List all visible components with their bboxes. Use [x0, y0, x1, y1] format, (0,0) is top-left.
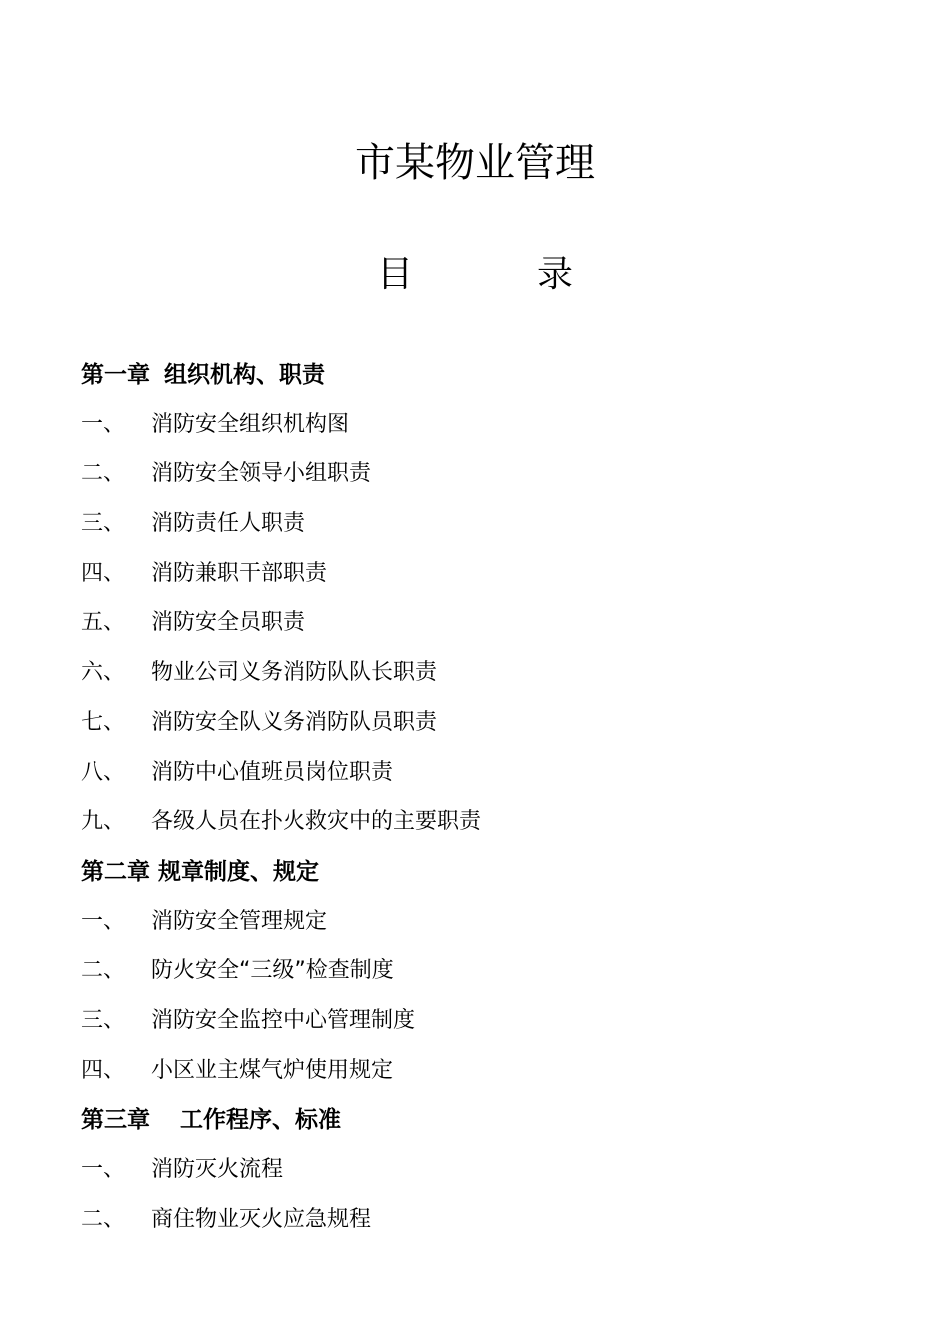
toc-item-number: 二、	[81, 958, 126, 984]
toc-item-number: 四、	[81, 1057, 126, 1083]
toc-item-text: 消防灭火流程	[151, 1157, 284, 1182]
toc-item-number: 九、	[81, 809, 126, 835]
toc-item-text: 消防兼职干部职责	[151, 560, 328, 586]
toc-item-text: 消防安全监控中心管理制度	[151, 1007, 416, 1033]
toc-item-text: 消防安全队义务消防队员职责	[151, 709, 438, 735]
chapter-heading	[81, 850, 881, 900]
toc-item-number: 五、	[81, 610, 126, 636]
chapter-number: 第一章	[81, 362, 150, 388]
toc-item-number: 三、	[81, 1007, 126, 1033]
toc-item-number: 一、	[81, 411, 126, 437]
toc-item-text: 消防安全管理规定	[151, 908, 328, 934]
toc-item-number: 六、	[81, 660, 126, 686]
toc-item-text: 消防责任人职责	[151, 511, 306, 537]
toc-item-text: 消防中心值班员岗位职责	[151, 759, 394, 785]
toc-item	[81, 701, 881, 751]
toc-item-number: 七、	[81, 709, 126, 735]
toc-item-number: 一、	[81, 1157, 126, 1182]
toc-item-number: 四、	[81, 560, 126, 586]
toc-item-text: 各级人员在扑火救灾中的主要职责	[151, 809, 482, 835]
chapter-number: 第三章	[81, 1107, 150, 1134]
toc-item	[81, 502, 881, 552]
chapter-heading	[81, 353, 881, 403]
toc-heading-right: 录	[537, 254, 574, 295]
chapter-number: 第二章	[81, 858, 150, 885]
toc-item	[81, 452, 881, 502]
toc-item	[81, 651, 881, 701]
toc-item	[81, 403, 881, 453]
toc-item	[81, 900, 881, 950]
toc-item-number: 三、	[81, 511, 126, 537]
toc-item-text: 商住物业灭火应急规程	[151, 1206, 372, 1232]
toc-heading	[0, 252, 950, 298]
toc-item-text: 物业公司义务消防队队长职责	[151, 660, 438, 686]
toc-item-text: 防火安全“三级”检查制度	[151, 958, 394, 984]
table-of-contents	[81, 353, 881, 1247]
toc-heading-left: 目	[376, 254, 413, 295]
toc-item-number: 一、	[81, 908, 126, 934]
toc-item	[81, 601, 881, 651]
toc-item	[81, 1049, 881, 1099]
toc-item-number: 八、	[81, 759, 126, 785]
chapter-title: 工作程序、标准	[180, 1107, 341, 1134]
chapter-heading	[81, 1098, 881, 1148]
toc-item-text: 消防安全员职责	[151, 610, 306, 636]
toc-item	[81, 949, 881, 999]
chapter-title: 规章制度、规定	[158, 858, 319, 885]
toc-item	[81, 1148, 881, 1198]
toc-item	[81, 751, 881, 801]
toc-item-text: 小区业主煤气炉使用规定	[151, 1057, 394, 1083]
toc-item	[81, 1198, 881, 1248]
toc-item	[81, 800, 881, 850]
toc-item-text: 消防安全领导小组职责	[151, 461, 372, 487]
toc-item	[81, 552, 881, 602]
chapter-title: 组织机构、职责	[164, 362, 325, 388]
toc-item-text: 消防安全组织机构图	[151, 411, 350, 437]
document-title: 市某物业管理	[355, 140, 595, 186]
toc-item	[81, 999, 881, 1049]
toc-item-number: 二、	[81, 1206, 126, 1232]
toc-item-number: 二、	[81, 461, 126, 487]
